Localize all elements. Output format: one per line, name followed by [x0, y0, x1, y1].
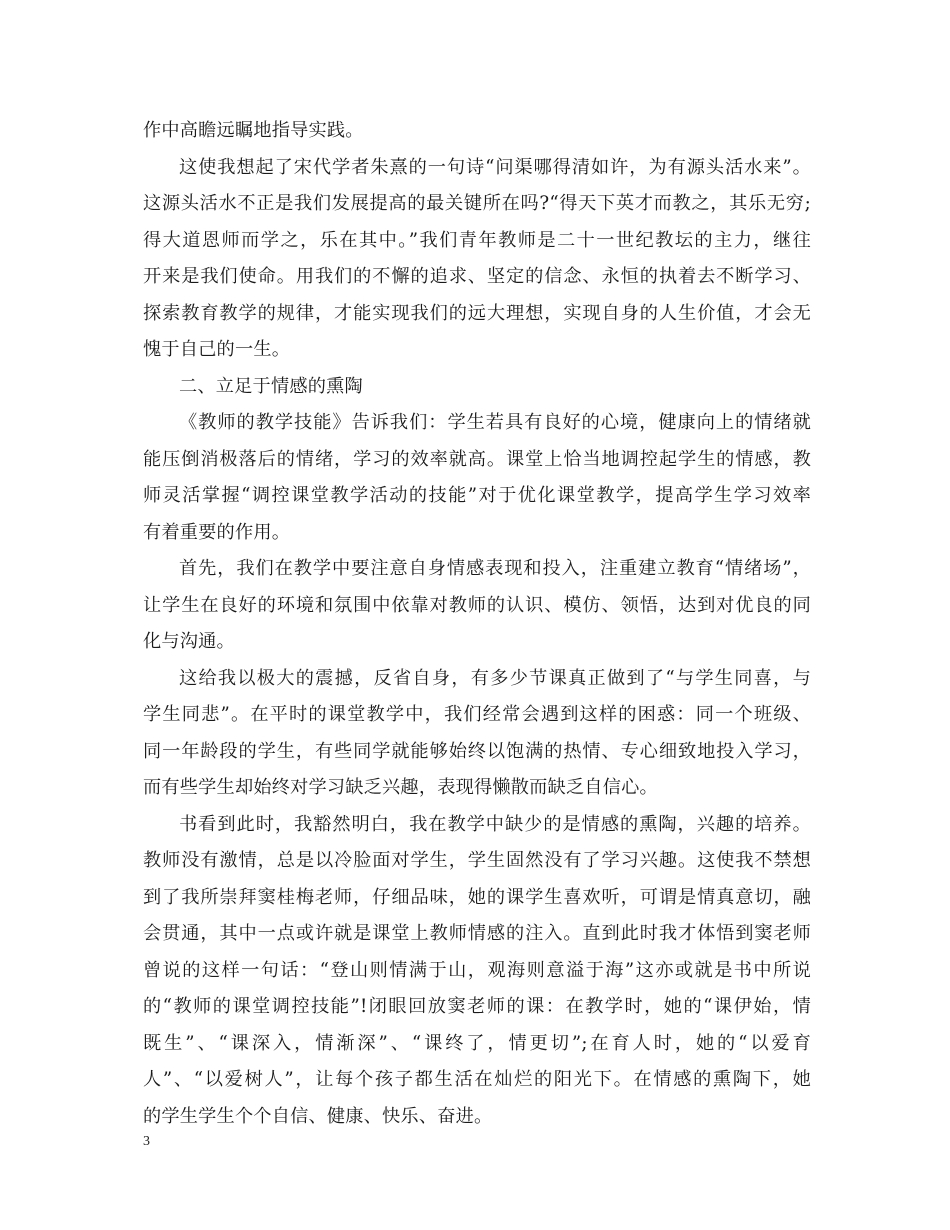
text-line: 人”、“以爱树人”，让每个孩子都生活在灿烂的阳光下。在情感的熏陶下，她	[143, 1069, 811, 1090]
text-line: 会贯通，其中一点或许就是课堂上教师情感的注入。直到此时我才体悟到窦老师	[143, 923, 811, 944]
text-line: 让学生在良好的环境和氛围中依靠对教师的认识、模仿、领悟，达到对优良的同	[143, 594, 811, 616]
document-body	[143, 113, 811, 1135]
text-line: 开来是我们使命。用我们的不懈的追求、坚定的信念、永恒的执着去不断学习、	[143, 266, 811, 287]
text-line: 首先，我们在教学中要注意自身情感表现和投入，注重建立教育“情绪场”，	[179, 558, 811, 579]
text-line: 这源头活水不正是我们发展提高的最关键所在吗?“得天下英才而教之，其乐无穷;	[143, 193, 811, 214]
text-line: 师灵活掌握“调控课堂教学活动的技能”对于优化课堂教学，提高学生学习效率	[143, 485, 811, 506]
text-line: 二、立足于情感的熏陶	[179, 375, 363, 397]
text-line: 作中高瞻远瞩地指导实践。	[143, 120, 364, 141]
text-line: 化与沟通。	[143, 631, 235, 652]
text-line: 有着重要的作用。	[143, 521, 291, 543]
text-line: 到了我所崇拜窦桂梅老师，仔细品味，她的课学生喜欢听，可谓是情真意切，融	[143, 886, 811, 908]
text-line: 学生同悲”。在平时的课堂教学中，我们经常会遇到这样的困惑：同一个班级、	[143, 704, 811, 725]
text-line: 探索教育教学的规律，才能实现我们的远大理想，实现自身的人生价值，才会无	[143, 302, 811, 324]
text-line: 的“教师的课堂调控技能”!闭眼回放窦老师的课：在教学时，她的“课伊始，情	[143, 996, 811, 1017]
text-line: 曾说的这样一句话：“登山则情满于山，观海则意溢于海”这亦或就是书中所说	[143, 959, 811, 981]
page-number: 3	[143, 1134, 150, 1149]
text-line: 能压倒消极落后的情绪，学习的效率就高。课堂上恰当地调控起学生的情感，教	[143, 448, 811, 470]
text-line: 这给我以极大的震撼，反省自身，有多少节课真正做到了“与学生同喜，与	[179, 667, 811, 689]
text-line: 而有些学生却始终对学习缺乏兴趣，表现得懒散而缺乏自信心。	[143, 777, 658, 798]
text-line: 同一年龄段的学生，有些同学就能够始终以饱满的热情、专心细致地投入学习，	[143, 740, 811, 762]
text-line: 这使我想起了宋代学者朱熹的一句诗“问渠哪得清如许，为有源头活水来”。	[179, 156, 811, 178]
text-line: 书看到此时，我豁然明白，我在教学中缺少的是情感的熏陶，兴趣的培养。	[179, 813, 811, 835]
text-line: 得大道恩师而学之，乐在其中。”我们青年教师是二十一世纪教坛的主力，继往	[143, 229, 811, 251]
text-line: 的学生学生个个自信、健康、快乐、奋进。	[143, 1105, 493, 1127]
text-line: 愧于自己的一生。	[143, 339, 291, 360]
text-line: 教师没有激情，总是以冷脸面对学生，学生固然没有了学习兴趣。这使我不禁想	[143, 850, 811, 871]
text-line: 既生”、“课深入，情渐深”、“课终了，情更切”;在育人时，她的“以爱育	[143, 1032, 811, 1054]
text-line: 《教师的教学技能》告诉我们：学生若具有良好的心境，健康向上的情绪就	[179, 412, 811, 433]
